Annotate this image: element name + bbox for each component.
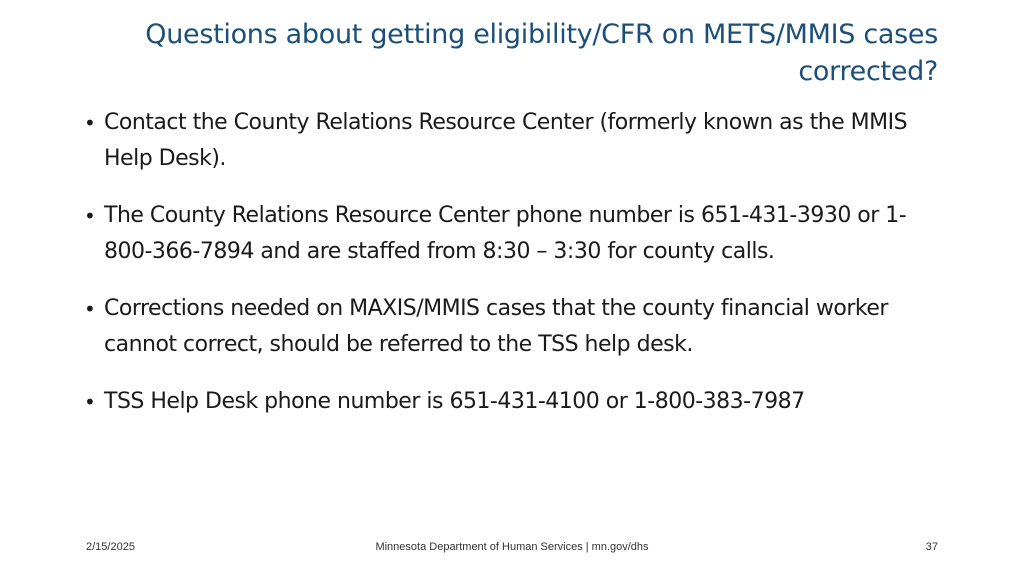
bullet-icon: •: [84, 390, 96, 414]
bullet-text: TSS Help Desk phone number is 651-431-4100 or 1-800-383-7987: [104, 389, 805, 414]
bullet-text: Corrections needed on MAXIS/MMIS cases that the county financial worker cannot correct, should be referred to the TSS help desk.: [104, 296, 888, 357]
bullet-item: [84, 198, 934, 270]
bullet-item: [84, 291, 934, 363]
slide-title: Questions about getting eligibility/CFR on METS/MMIS cases corrected?: [145, 19, 938, 87]
bullet-icon: •: [84, 111, 96, 135]
bullet-icon: •: [84, 204, 96, 228]
bullet-item: [84, 105, 934, 177]
bullet-list: [84, 105, 934, 441]
bullet-icon: •: [84, 297, 96, 321]
bullet-text: The County Relations Resource Center phone number is 651-431-3930 or 1-800-366-7894 and are staffed from 8:30 – 3:30 for county calls.: [104, 203, 907, 264]
bullet-item: [84, 384, 934, 420]
footer-date: 2/15/2025: [86, 541, 135, 553]
bullet-text: Contact the County Relations Resource Center (formerly known as the MMIS Help Desk).: [104, 110, 908, 171]
page-number: 37: [925, 541, 938, 553]
footer-organization: Minnesota Department of Human Services | mn.gov/dhs: [375, 541, 649, 553]
